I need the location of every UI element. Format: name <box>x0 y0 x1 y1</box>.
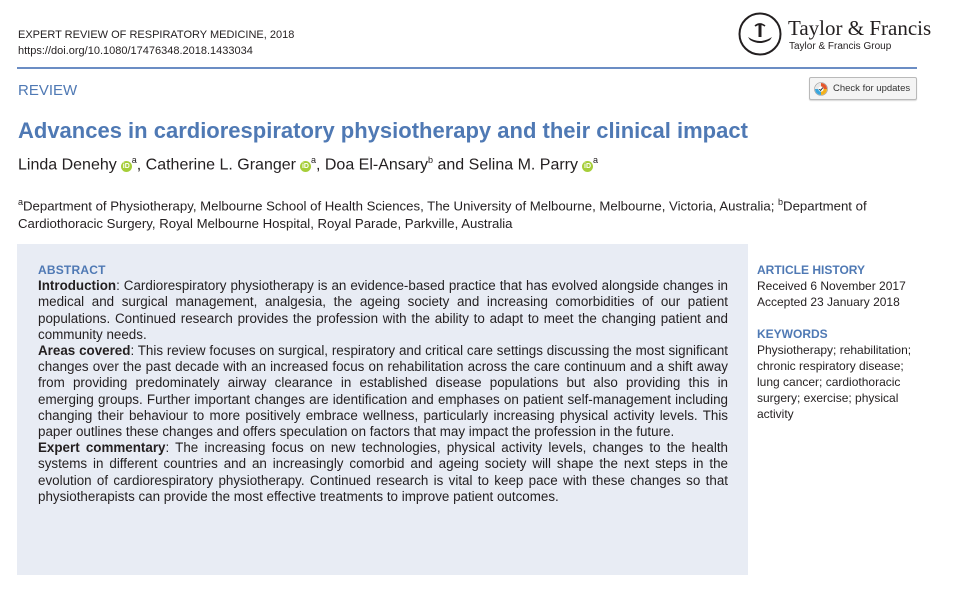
doi-link[interactable]: https://doi.org/10.1080/17476348.2018.1433034 <box>18 45 253 57</box>
abstract-section-label: Introduction <box>38 278 117 294</box>
abstract-section-text: : The increasing focus on new technologies, physical activity levels, changes to the health systems in different countries and an increasingly comorbid and ageing society will shape the next steps in the evolution of cardiorespiratory physiotherapy. Continued research is vital to keep pace with these changes so that physiotherapists can provide the most effective treatments to improve patient outcomes. <box>38 440 729 504</box>
affiliation-mark: a <box>310 155 316 165</box>
orcid-icon[interactable]: iD <box>301 163 309 171</box>
affiliation-a: Department of Physiotherapy, Melbourne School of Health Sciences, The University of Melbourne, Melbourne, Victoria, Australia; <box>23 198 779 214</box>
accepted-date: Accepted 23 January 2018 <box>757 295 900 309</box>
author-name[interactable]: Catherine L. Granger <box>145 156 296 174</box>
author-separator: and <box>433 156 469 174</box>
orcid-icon[interactable]: iD <box>122 163 130 171</box>
abstract-panel <box>17 244 748 575</box>
affiliation-mark: a <box>131 155 137 165</box>
section-label: REVIEW <box>18 82 78 99</box>
abstract-section-label: Areas covered <box>38 343 131 359</box>
affiliation-mark: b <box>428 155 434 165</box>
orcid-icon[interactable]: iD <box>584 163 592 171</box>
abstract-section-text: : This review focuses on surgical, respiratory and critical care settings discussing the most significant changes over the past decade with an increased focus on rehabilitation across the care continuum and a shift away from providing predominately airway clearance in established disease populations but also providing this in emerging groups. Further important changes are identification and emphases on patient self-management including changing their behaviour to more positively embrace wellness, particularly increasing physical activity levels. This paper outlines these changes and offers speculation on factors that may impact the profession in the future. <box>38 343 729 440</box>
author-name[interactable]: Selina M. Parry <box>468 156 579 174</box>
publisher-name: Taylor & Francis <box>788 16 932 40</box>
publisher-emblem-icon <box>738 12 782 56</box>
abstract-introduction <box>38 278 728 343</box>
abstract-content <box>38 262 728 505</box>
header-divider <box>17 67 917 69</box>
keywords-list: Physiotherapy; rehabilitation; chronic respiratory disease; lung cancer; cardiothoracic surgery; exercise; physical activity <box>757 343 912 421</box>
crossmark-icon <box>814 82 828 96</box>
author-name[interactable]: Linda Denehy <box>18 156 117 174</box>
check-for-updates-label: Check for updates <box>833 83 911 94</box>
affiliation-mark: b <box>778 197 784 207</box>
article-title: Advances in cardiorespiratory physiotherapy and their clinical impact <box>18 118 748 143</box>
affiliation-mark: a <box>18 197 24 207</box>
abstract-areas-covered <box>38 343 728 440</box>
author-name[interactable]: Doa El-Ansary <box>324 156 429 174</box>
author-separator: , <box>315 156 325 174</box>
publisher-group: Taylor & Francis Group <box>789 41 892 52</box>
affiliations <box>18 193 928 233</box>
affiliation-b: Department of Cardiothoracic Surgery, Royal Melbourne Hospital, Royal Parade, Parkville, Australia <box>18 198 867 232</box>
abstract-section-text: : Cardiorespiratory physiotherapy is an evidence-based practice that has evolved alongside changes in medical and surgical management, analgesia, the ageing society and increasing comorbidities of our patient populations. Continued research provides the profession with the ability to adapt to meet the changing patient and community needs. <box>38 278 728 342</box>
journal-header <box>18 27 294 59</box>
abstract-section-label: Expert commentary <box>38 440 166 456</box>
keywords-heading: KEYWORDS <box>757 327 828 341</box>
author-list <box>18 155 598 174</box>
journal-name: EXPERT REVIEW OF RESPIRATORY MEDICINE, 2018 <box>18 29 295 41</box>
abstract-expert-commentary <box>38 440 728 505</box>
article-history-heading: ARTICLE HISTORY <box>757 263 866 277</box>
author-separator: , <box>136 156 146 174</box>
article-sidebar <box>757 262 917 422</box>
affiliation-mark: a <box>593 155 599 165</box>
check-for-updates-button[interactable] <box>809 77 917 100</box>
received-date: Received 6 November 2017 <box>757 279 906 293</box>
abstract-heading: ABSTRACT <box>38 263 106 277</box>
